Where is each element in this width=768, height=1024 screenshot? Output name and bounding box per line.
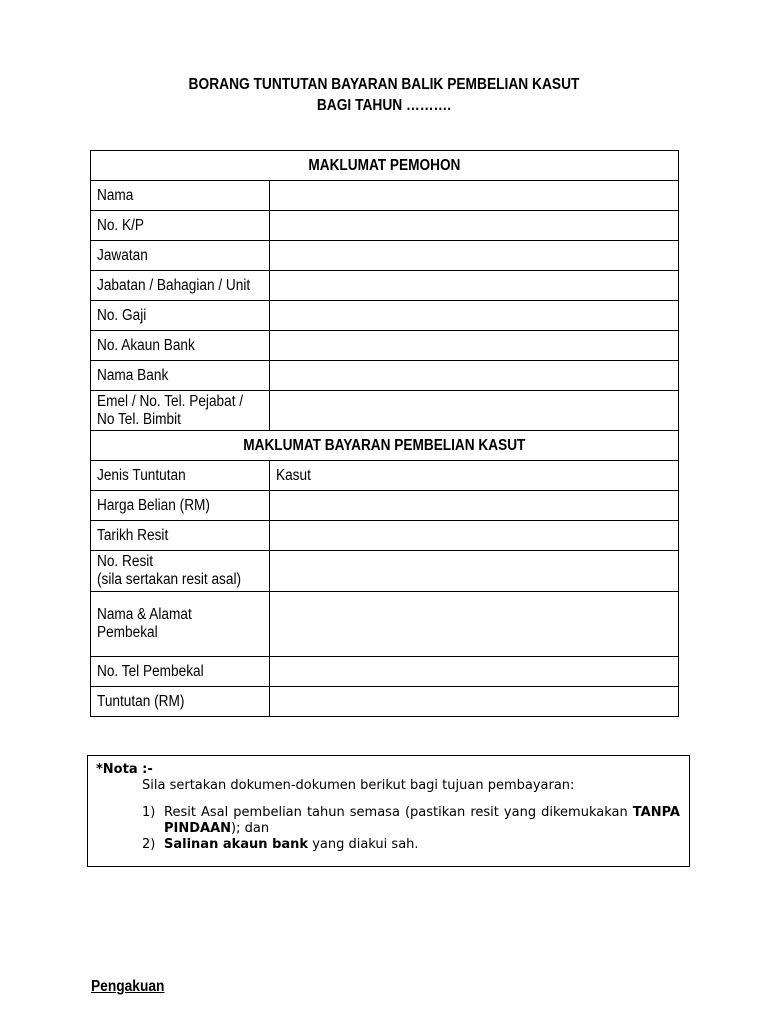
note-item-text: yang diakui sah. — [308, 837, 419, 852]
form-row-jabatan — [91, 271, 679, 301]
note-item-emphasis: Salinan akaun bank — [164, 837, 309, 852]
field-label: No. Gaji — [91, 301, 270, 331]
form-row-akaun-bank — [91, 331, 679, 361]
form-row-emel-tel — [91, 391, 679, 431]
field-label: Jawatan — [91, 241, 270, 271]
form-title: BORANG TUNTUTAN BAYARAN BALIK PEMBELIAN KASUT — [188, 76, 580, 93]
note-item-text: ); dan — [231, 821, 270, 836]
note-item — [142, 837, 680, 853]
field-label: Tuntutan (RM) — [91, 687, 270, 717]
note-item-number: 1) — [142, 805, 156, 820]
jawatan-field[interactable] — [270, 241, 679, 271]
field-label: Nama — [91, 181, 270, 211]
payment-section-heading: MAKLUMAT BAYARAN PEMBELIAN KASUT — [91, 431, 679, 461]
field-label: Jabatan / Bahagian / Unit — [91, 271, 270, 301]
nama-bank-field[interactable] — [270, 361, 679, 391]
field-label: Harga Belian (RM) — [91, 491, 270, 521]
gaji-field[interactable] — [270, 301, 679, 331]
form-row-jenis-tuntutan — [91, 461, 679, 491]
field-label: No. Tel Pembekal — [91, 657, 270, 687]
note-heading: *Nota :- — [96, 762, 153, 777]
nama-alamat-pembekal-field[interactable] — [270, 592, 679, 657]
form-subtitle-year: BAGI TAHUN ………. — [316, 97, 452, 114]
field-label: Nama Bank — [91, 361, 270, 391]
note-item-emphasis: TANPA PINDAAN — [164, 805, 680, 836]
no-resit-field[interactable] — [270, 551, 679, 592]
form-row-tel-pembekal — [91, 657, 679, 687]
nama-field[interactable] — [270, 181, 679, 211]
form-row-nama-bank — [91, 361, 679, 391]
section-header-row — [91, 151, 679, 181]
tel-pembekal-field[interactable] — [270, 657, 679, 687]
emel-tel-field[interactable] — [270, 391, 679, 431]
note-item-number: 2) — [142, 837, 156, 852]
field-label: No. K/P — [91, 211, 270, 241]
note-list — [142, 805, 680, 853]
claim-form-table — [90, 150, 679, 717]
field-label: No. Akaun Bank — [91, 331, 270, 361]
section-header-row — [91, 431, 679, 461]
jabatan-field[interactable] — [270, 271, 679, 301]
field-label: Jenis Tuntutan — [91, 461, 270, 491]
form-row-tuntutan — [91, 687, 679, 717]
note-item-text: Resit Asal pembelian tahun semasa (pastikan resit yang dikemukakan — [164, 805, 633, 820]
harga-belian-field[interactable] — [270, 491, 679, 521]
form-row-kp — [91, 211, 679, 241]
tuntutan-field[interactable] — [270, 687, 679, 717]
jenis-tuntutan-field[interactable]: Kasut — [270, 461, 679, 491]
note-intro: Sila sertakan dokumen-dokumen berikut bagi tujuan pembayaran: — [142, 778, 575, 793]
tarikh-resit-field[interactable] — [270, 521, 679, 551]
akaun-bank-field[interactable] — [270, 331, 679, 361]
note-item — [142, 805, 680, 837]
applicant-section-heading: MAKLUMAT PEMOHON — [91, 151, 679, 181]
form-row-gaji — [91, 301, 679, 331]
field-label: Emel / No. Tel. Pejabat / No Tel. Bimbit — [91, 391, 270, 431]
field-label: Tarikh Resit — [91, 521, 270, 551]
form-row-jawatan — [91, 241, 679, 271]
form-row-harga-belian — [91, 491, 679, 521]
field-label: No. Resit (sila sertakan resit asal) — [91, 551, 270, 592]
form-row-no-resit — [91, 551, 679, 592]
form-row-tarikh-resit — [91, 521, 679, 551]
note-box — [87, 755, 690, 867]
form-row-nama — [91, 181, 679, 211]
kp-field[interactable] — [270, 211, 679, 241]
declaration-heading: Pengakuan — [91, 978, 165, 995]
field-label: Nama & Alamat Pembekal — [91, 592, 270, 657]
form-row-nama-alamat-pembekal — [91, 592, 679, 657]
